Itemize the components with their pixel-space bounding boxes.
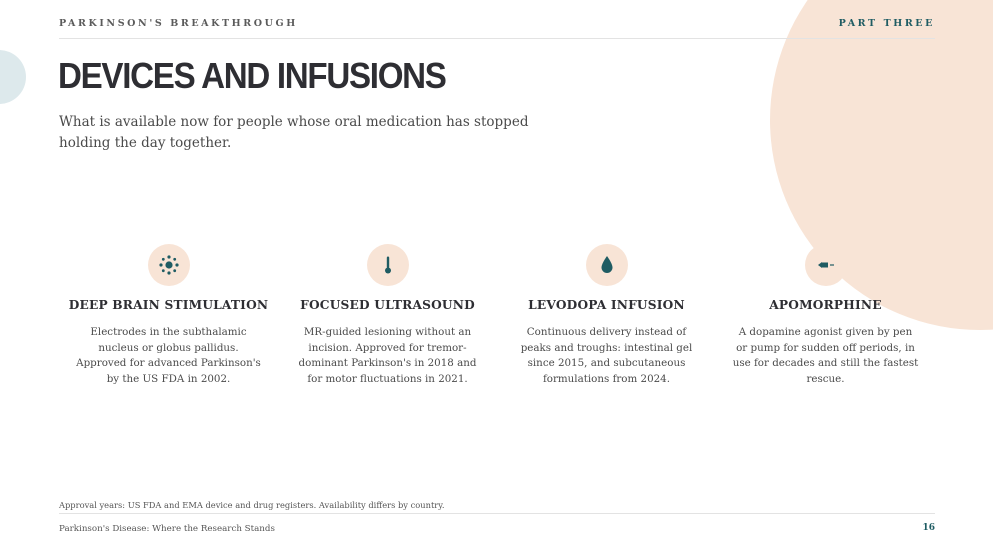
page-subtitle: What is available now for people whose oral medication has stopped holding the day together.	[59, 114, 529, 151]
card-text: Electrodes in the subthalamic nucleus or globus pallidus. Approved for advanced Parkinson's by the US FDA in 2002.	[76, 326, 261, 385]
card-title: LEVODOPA INFUSION	[528, 298, 685, 312]
header-divider	[59, 38, 935, 39]
footer-title: Parkinson's Disease: Where the Research Stands	[59, 524, 275, 534]
card-apomorphine	[716, 244, 935, 387]
treatment-cards	[59, 244, 935, 387]
card-title: APOMORPHINE	[769, 298, 882, 312]
card-levodopa-infusion	[497, 244, 716, 387]
brain-stimulation-icon	[148, 244, 190, 286]
card-text: MR-guided lesioning without an incision. Approved for tremor-dominant Parkinson's in 2018 and for motor fluctuations in 2021.	[298, 326, 477, 385]
card-title: FOCUSED ULTRASOUND	[300, 298, 475, 312]
header-kicker: PARKINSON'S BREAKTHROUGH	[59, 18, 298, 29]
page-number: 16	[922, 523, 935, 533]
card-text: A dopamine agonist given by pen or pump for sudden off periods, in use for decades and still the fastest rescue.	[732, 326, 919, 385]
decorative-teal-circle	[0, 50, 26, 104]
card-deep-brain-stimulation	[59, 244, 278, 387]
pen-injector-icon	[805, 244, 847, 286]
footer-divider	[59, 513, 935, 514]
droplet-icon	[586, 244, 628, 286]
card-title: DEEP BRAIN STIMULATION	[68, 298, 269, 312]
thermometer-icon	[367, 244, 409, 286]
card-text: Continuous delivery instead of peaks and troughs: intestinal gel since 2015, and subcutaneous formulations from 2024.	[520, 326, 693, 385]
page-title: DEVICES AND INFUSIONS	[58, 55, 446, 96]
header-part-label: PART THREE	[838, 18, 935, 29]
source-note: Approval years: US FDA and EMA device and drug registers. Availability differs by country.	[59, 500, 445, 510]
card-focused-ultrasound	[278, 244, 497, 387]
